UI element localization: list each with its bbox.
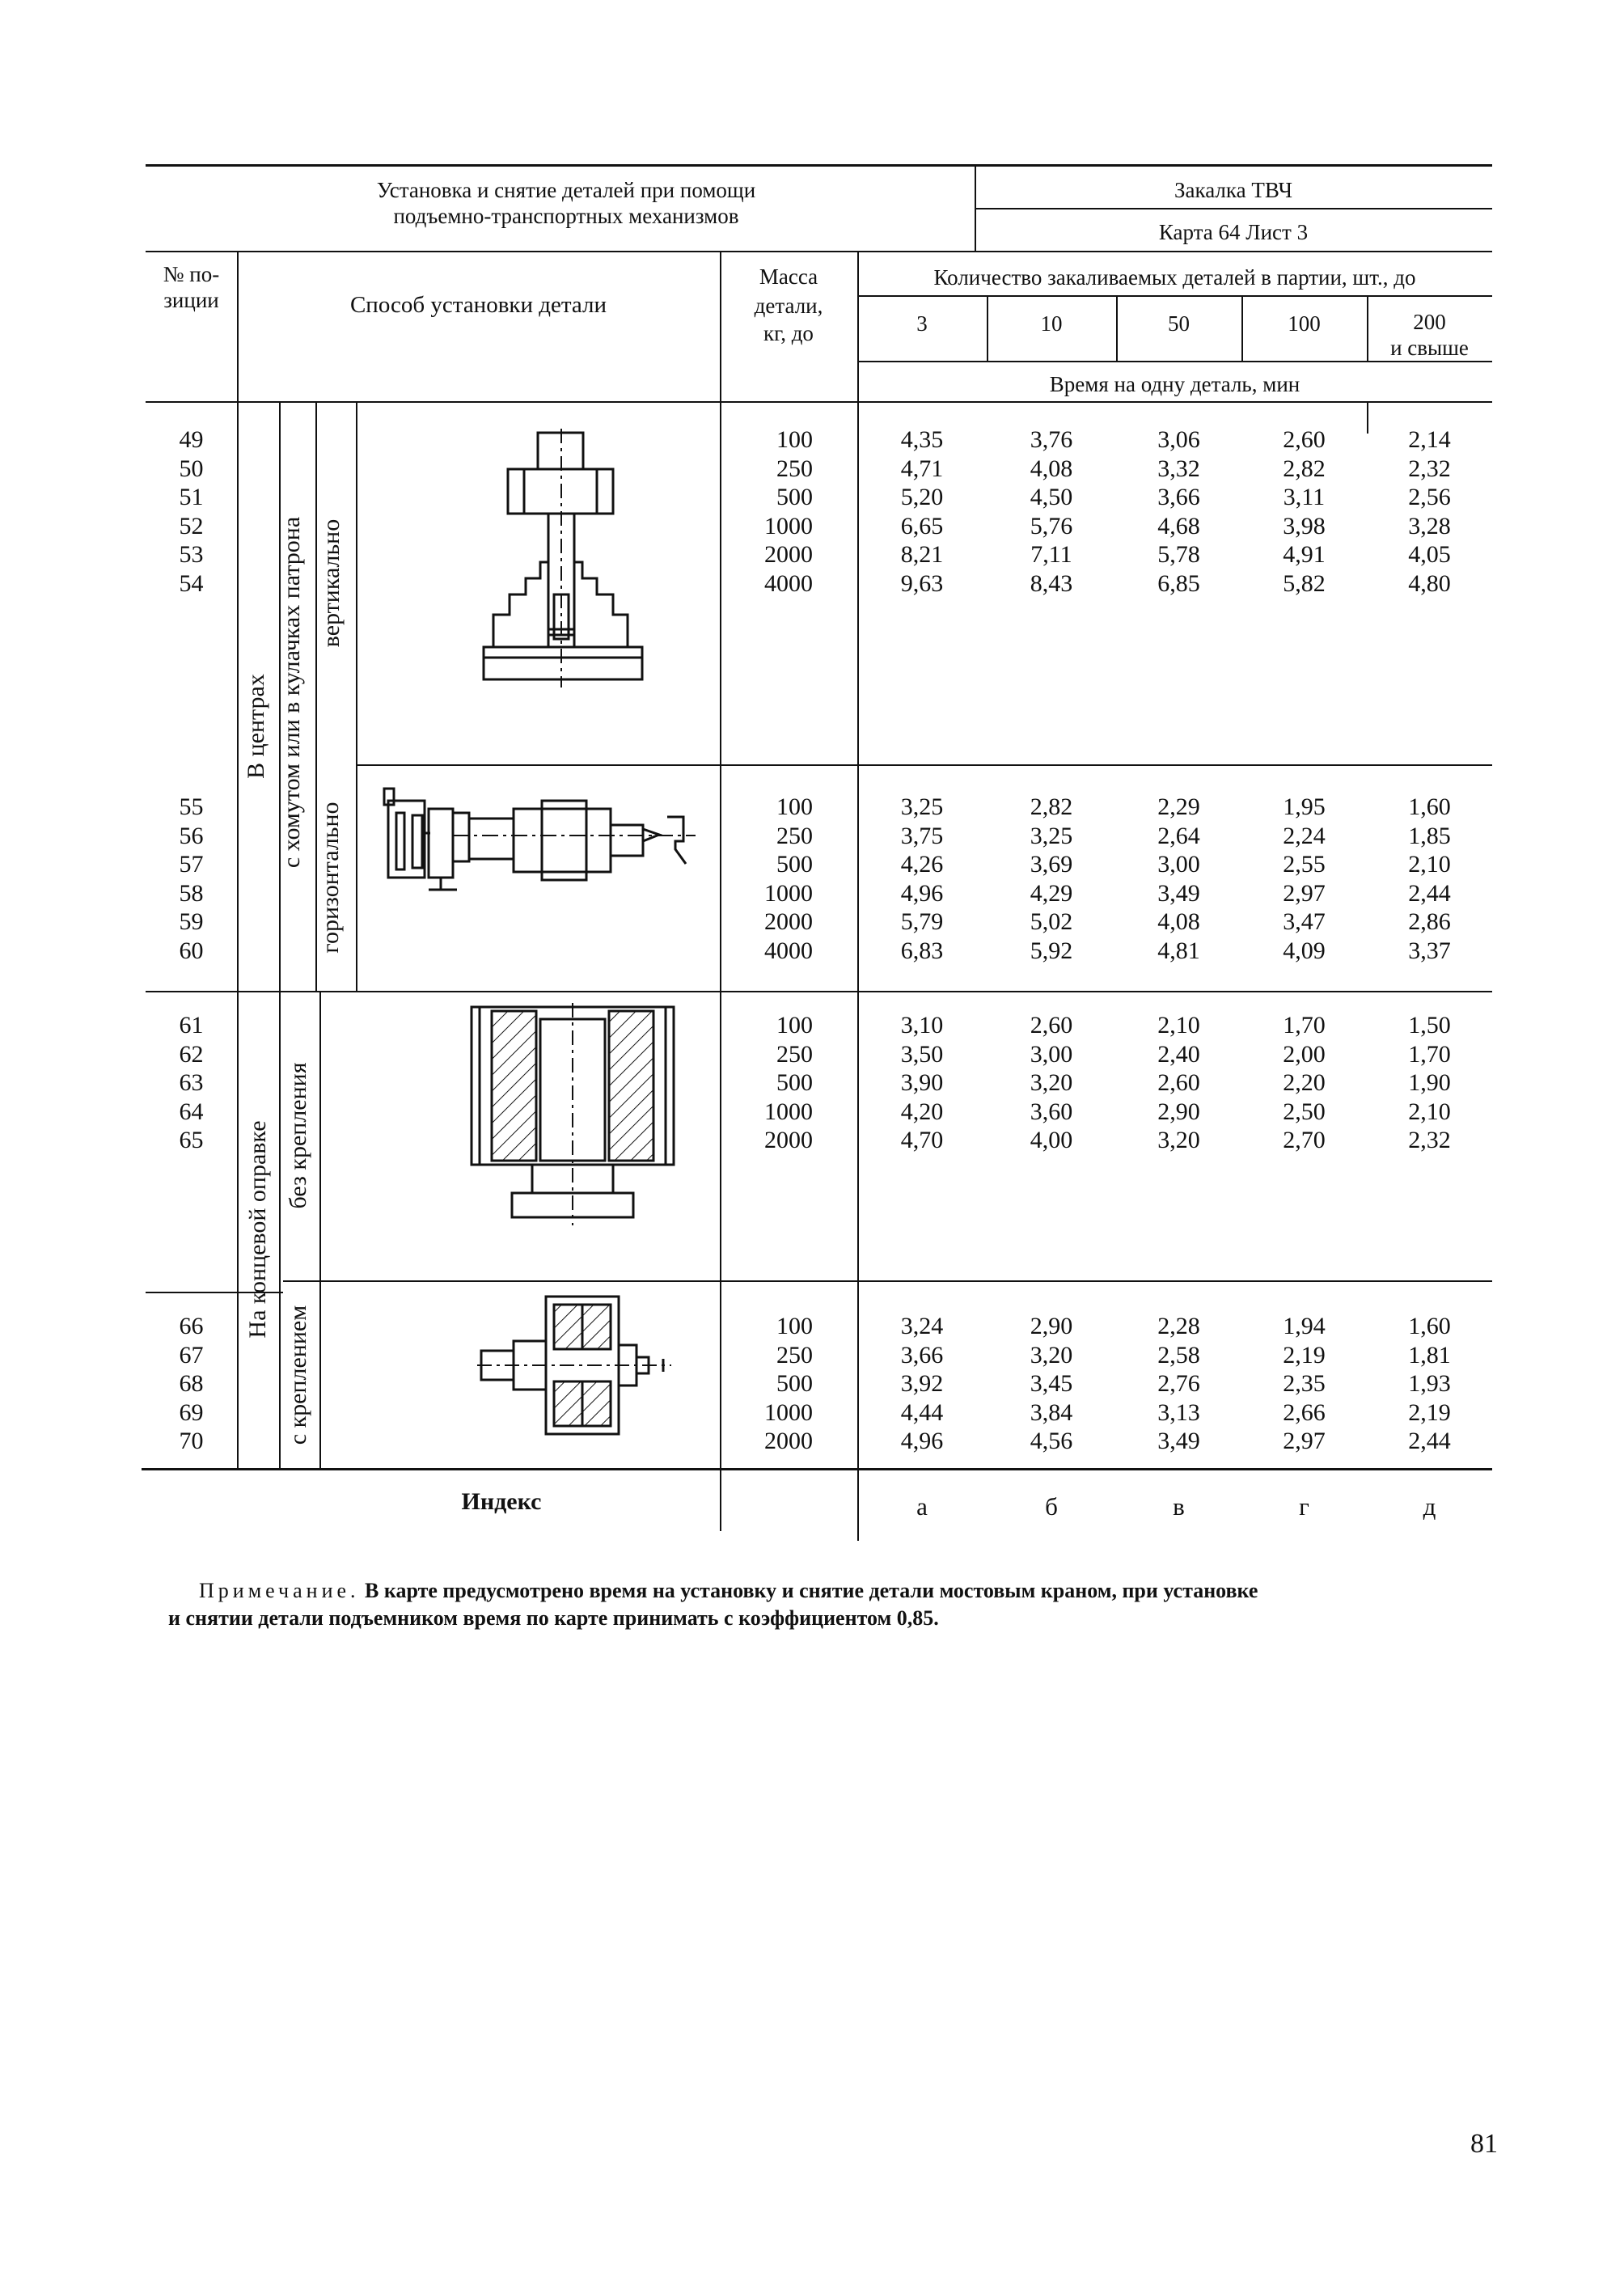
block2-qty10: 2,82 3,25 3,69 4,29 5,02 5,92 [1030, 793, 1073, 964]
operation-name: Закалка ТВЧ [1174, 178, 1293, 202]
block3-qty3: 3,10 3,50 3,90 4,20 4,70 [900, 1012, 944, 1153]
block1-qty50: 3,06 3,32 3,66 4,68 5,78 6,85 [1157, 426, 1200, 597]
block3-qty100: 1,70 2,00 2,20 2,50 2,70 [1283, 1012, 1326, 1153]
block1-qty10: 3,76 4,08 4,50 5,76 7,11 8,43 [1030, 426, 1073, 597]
block1-qty200: 2,14 2,32 2,56 3,28 4,05 4,80 [1408, 426, 1451, 597]
time-per-part-title: Время на одну деталь, мин [1049, 372, 1300, 396]
mandrel-with-fastening-drawing [477, 1292, 679, 1442]
group-in-centers: В центрах [243, 674, 269, 779]
index-d: д [1423, 1492, 1436, 1521]
block2-positions: 55 56 57 58 59 60 [179, 793, 204, 964]
index-label: Индекс [461, 1488, 542, 1515]
index-v: в [1173, 1492, 1185, 1521]
index-a: а [916, 1492, 928, 1521]
block3-qty10: 2,60 3,00 3,20 3,60 4,00 [1030, 1012, 1073, 1153]
vertical-chuck-drawing [477, 429, 671, 696]
block4-qty50: 2,28 2,58 2,76 3,13 3,49 [1157, 1313, 1200, 1454]
block4-qty200: 1,60 1,81 1,93 2,19 2,44 [1408, 1313, 1451, 1454]
qty-50: 50 [1168, 311, 1190, 336]
group-no-fastening: без крепления [285, 1062, 311, 1209]
block3-mass: 100 250 500 1000 2000 [764, 1012, 813, 1153]
note-text-1: В карте предусмотрено время на установку и снятие детали мостовым краном, при установке [359, 1579, 1258, 1602]
qty-10: 10 [1040, 311, 1063, 336]
note-line-1 [199, 1577, 1258, 1605]
group-with-fastening: с креплением [285, 1305, 311, 1445]
col-mass-header-3: кг, до [763, 321, 814, 345]
group-clamp-or-chuck: с хомутом или в кулачках патрона [278, 516, 305, 869]
col-position-header-2: зиции [163, 288, 219, 312]
horizontal-centers-drawing [380, 776, 712, 906]
block4-qty3: 3,24 3,66 3,92 4,44 4,96 [900, 1313, 944, 1454]
col-quantity-title: Количество закаливаемых деталей в партии, шт., до [933, 265, 1416, 290]
block1-qty100: 2,60 2,82 3,11 3,98 4,91 5,82 [1283, 426, 1326, 597]
col-mass-header-1: Масса [759, 264, 818, 289]
col-method-header: Способ установки детали [349, 292, 607, 318]
qty-200-line-1: 200 [1413, 310, 1446, 334]
block1-qty3: 4,35 4,71 5,20 6,65 8,21 9,63 [900, 426, 944, 597]
mandrel-no-fastening-drawing [467, 1003, 678, 1229]
qty-200-line-2: и свыше [1390, 336, 1469, 360]
block4-mass: 100 250 500 1000 2000 [764, 1313, 813, 1454]
block2-mass: 100 250 500 1000 2000 4000 [764, 793, 813, 964]
note-text-2: и снятии детали подъемником время по карте принимать с коэффициентом 0,85. [168, 1606, 939, 1630]
index-g: г [1299, 1492, 1309, 1521]
block3-qty200: 1,50 1,70 1,90 2,10 2,32 [1408, 1012, 1451, 1153]
group-horizontal: горизонтально [317, 802, 344, 954]
header-title-line-2: подъемно-транспортных механизмов [393, 204, 739, 228]
block3-positions: 61 62 63 64 65 [179, 1012, 204, 1153]
col-mass-header-2: детали, [754, 294, 823, 318]
block3-qty50: 2,10 2,40 2,60 2,90 3,20 [1157, 1012, 1200, 1153]
block2-qty50: 2,29 2,64 3,00 3,49 4,08 4,81 [1157, 793, 1200, 964]
block4-qty100: 1,94 2,19 2,35 2,66 2,97 [1283, 1313, 1326, 1454]
block2-qty100: 1,95 2,24 2,55 2,97 3,47 4,09 [1283, 793, 1326, 964]
block1-positions: 49 50 51 52 53 54 [179, 426, 204, 597]
qty-100: 100 [1288, 311, 1321, 336]
block2-qty3: 3,25 3,75 4,26 4,96 5,79 6,83 [900, 793, 944, 964]
note-label: Примечание. [199, 1579, 360, 1602]
group-end-mandrel: На концевой оправке [244, 1120, 271, 1339]
card-sheet-label: Карта 64 Лист 3 [1158, 220, 1309, 244]
block1-mass: 100 250 500 1000 2000 4000 [764, 426, 813, 597]
group-vertical: вертикально [318, 518, 345, 648]
header-title-line-1: Установка и снятие деталей при помощи [376, 178, 756, 202]
col-position-header: № по- [163, 262, 220, 286]
block4-positions: 66 67 68 69 70 [179, 1313, 204, 1454]
index-b: б [1045, 1492, 1058, 1521]
page-number: 81 [1470, 2129, 1498, 2159]
block4-qty10: 2,90 3,20 3,45 3,84 4,56 [1030, 1313, 1073, 1454]
block2-qty200: 1,60 1,85 2,10 2,44 2,86 3,37 [1408, 793, 1451, 964]
qty-3: 3 [916, 311, 928, 336]
